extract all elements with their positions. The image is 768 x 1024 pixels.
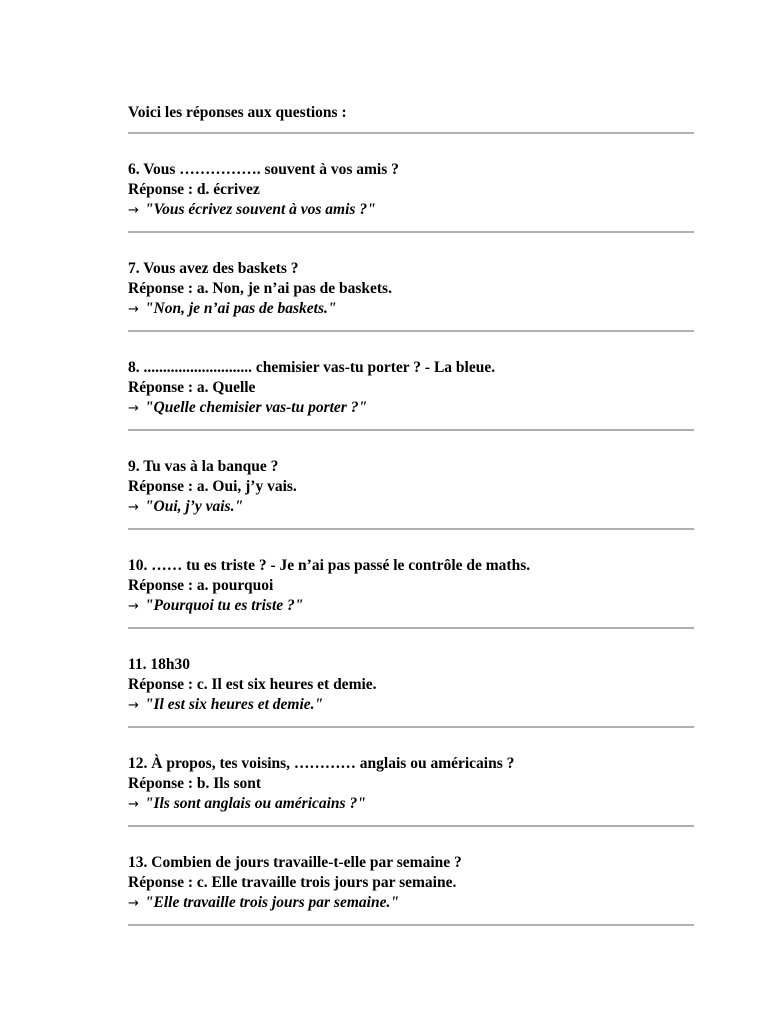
answer-block-13	[128, 827, 694, 926]
question-text: 6. Vous ……………. souvent à vos amis ?	[128, 161, 399, 178]
answer-text: Réponse : a. Non, je n’ai pas de baskets.	[128, 280, 392, 297]
answer-text: Réponse : a. Oui, j’y vais.	[128, 478, 297, 495]
question-text: 10. …… tu es triste ? - Je n’ai pas passé le contrôle de maths.	[128, 557, 531, 574]
example-text: "Vous écrivez souvent à vos amis ?"	[144, 201, 376, 218]
answer-block-10	[128, 530, 694, 629]
example-sentence	[128, 893, 694, 913]
answer-text: Réponse : c. Il est six heures et demie.	[128, 676, 377, 693]
answer-text: Réponse : c. Elle travaille trois jours par semaine.	[128, 874, 457, 891]
example-sentence	[128, 299, 694, 319]
answer-text: Réponse : d. écrivez	[128, 181, 260, 198]
example-sentence	[128, 497, 694, 517]
answer-block-9	[128, 431, 694, 530]
answer-text: Réponse : b. Ils sont	[128, 775, 262, 792]
example-sentence	[128, 794, 694, 814]
example-text: "Il est six heures et demie."	[144, 696, 324, 713]
example-text: "Non, je n’ai pas de baskets."	[144, 300, 337, 317]
arrow-right-icon: →	[128, 797, 139, 812]
arrow-right-icon: →	[128, 203, 139, 218]
arrow-right-icon: →	[128, 698, 139, 713]
answer-block-12	[128, 728, 694, 827]
question-text: 9. Tu vas à la banque ?	[128, 458, 279, 475]
example-text: "Pourquoi tu es triste ?"	[144, 597, 304, 614]
divider	[128, 924, 694, 926]
answer-text: Réponse : a. Quelle	[128, 379, 256, 396]
arrow-right-icon: →	[128, 500, 139, 515]
answer-block-8	[128, 332, 694, 431]
question-text: 11. 18h30	[128, 656, 191, 673]
example-sentence	[128, 596, 694, 616]
arrow-right-icon: →	[128, 896, 139, 911]
example-text: "Oui, j’y vais."	[144, 498, 244, 515]
answer-block-11	[128, 629, 694, 728]
example-sentence	[128, 398, 694, 418]
example-sentence	[128, 200, 694, 220]
document-content	[128, 103, 694, 926]
example-text: "Quelle chemisier vas-tu porter ?"	[144, 399, 368, 416]
arrow-right-icon: →	[128, 401, 139, 416]
arrow-right-icon: →	[128, 599, 139, 614]
answer-block-6	[128, 134, 694, 233]
example-text: "Elle travaille trois jours par semaine."	[144, 894, 399, 911]
answer-block-7	[128, 233, 694, 332]
example-text: "Ils sont anglais ou américains ?"	[144, 795, 366, 812]
arrow-right-icon: →	[128, 302, 139, 317]
question-text: 13. Combien de jours travaille-t-elle par semaine ?	[128, 854, 462, 871]
example-sentence	[128, 695, 694, 715]
intro-heading: Voici les réponses aux questions :	[128, 104, 347, 121]
answer-text: Réponse : a. pourquoi	[128, 577, 274, 594]
question-text: 7. Vous avez des baskets ?	[128, 260, 299, 277]
question-text: 8. ............................ chemisier vas-tu porter ? - La bleue.	[128, 359, 496, 376]
question-text: 12. À propos, tes voisins, ………… anglais ou américains ?	[128, 755, 515, 772]
